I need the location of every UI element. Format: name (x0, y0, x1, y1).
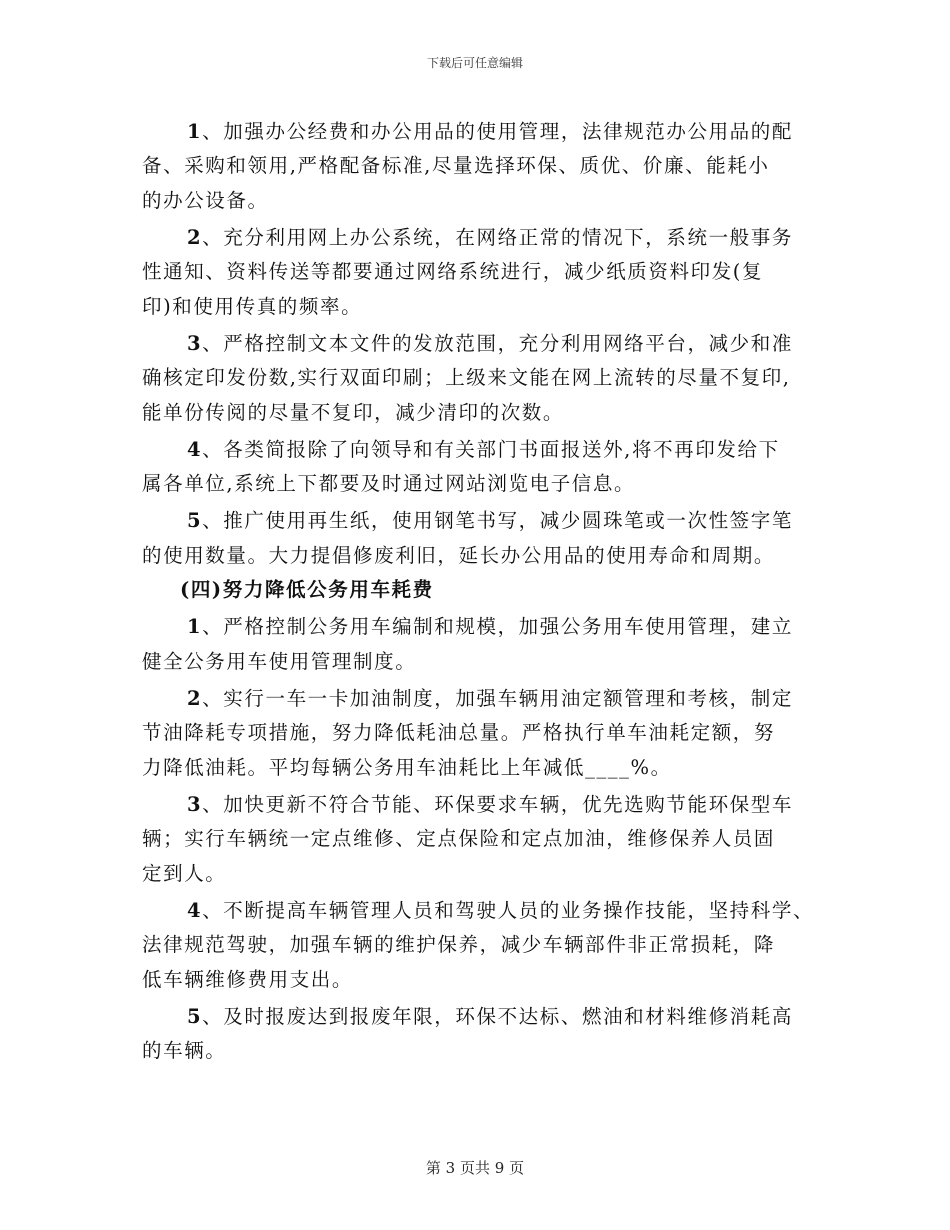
paragraph-line (142, 149, 822, 184)
paragraph-line (142, 716, 822, 751)
line-text: 、严格控制公务用车编制和规模，加强公务用车使用管理，建立 (202, 615, 793, 638)
paragraph-line (142, 290, 822, 325)
paragraph-line (142, 255, 822, 290)
line-text: 属各单位,系统上下都要及时通过网站浏览电子信息。 (142, 472, 636, 495)
line-text: 、充分利用网上办公系统，在网络正常的情况下，系统一般事务 (202, 225, 793, 249)
item-number: 2 (187, 686, 203, 710)
line-text: 、及时报废达到报废年限，环保不达标、燃油和材料维修消耗高 (202, 1004, 793, 1028)
line-text: 能单份传阅的尽量不复印，减少清印的次数。 (142, 400, 565, 424)
line-text: 、不断提高车辆管理人员和驾驶人员的业务操作技能，坚持科学、 (202, 898, 815, 922)
item-number: 1 (187, 615, 203, 638)
paragraph-line (142, 751, 822, 786)
paragraph-line (142, 115, 822, 150)
paragraph-line (142, 1000, 822, 1035)
paragraph-line (142, 539, 822, 574)
paragraph-line (142, 857, 822, 892)
paragraph-line (142, 184, 822, 219)
line-text: 备、采购和领用,严格配备标准,尽量选择环保、质优、价廉、能耗小 (142, 154, 770, 177)
item-number: 3 (187, 792, 203, 816)
line-text: 、加快更新不符合节能、环保要求车辆，优先选购节能环保型车 (202, 792, 793, 816)
line-text: 力降低油耗。平均每辆公务用车油耗比上年减低____%。 (142, 755, 672, 779)
line-text: 、加强办公经费和办公用品的使用管理，法律规范办公用品的配 (202, 119, 793, 143)
paragraph-line (142, 822, 822, 857)
line-text: 性通知、资料传送等都要通过网络系统进行，减少纸质资料印发(复 (142, 260, 764, 283)
document-body (142, 112, 822, 1069)
line-text: 的办公设备。 (142, 188, 269, 212)
paragraph-line (142, 504, 822, 539)
line-text: 法律规范驾驶，加强车辆的维护保养，减少车辆部件非正常损耗，降 (142, 933, 776, 956)
line-text: 节油降耗专项措施，努力降低耗油总量。严格执行单车油耗定额，努 (142, 721, 776, 744)
item-number: 4 (187, 898, 203, 922)
item-number: 3 (187, 331, 203, 355)
paragraph-line (142, 788, 822, 823)
line-text: 的车辆。 (142, 1039, 227, 1062)
paragraph-line (142, 610, 822, 645)
line-text: 的使用数量。大力提倡修废利旧，延长办公用品的使用寿命和周期。 (142, 543, 776, 567)
line-text: 、实行一车一卡加油制度，加强车辆用油定额管理和考核，制定 (202, 686, 793, 710)
item-number: 5 (187, 1004, 203, 1028)
paragraph-line (142, 221, 822, 256)
paragraph-line (142, 645, 822, 680)
line-text: 定到人。 (142, 861, 227, 885)
line-text: 、严格控制文本文件的发放范围，充分利用网络平台，减少和准 (202, 331, 793, 355)
paragraph-line (142, 361, 822, 396)
page-header: 下载后可任意编辑 (426, 56, 523, 70)
paragraph-line (142, 682, 822, 717)
paragraph-line (142, 396, 822, 431)
paragraph-line (142, 963, 822, 998)
paragraph-line (142, 433, 822, 468)
page-footer: 第 3 页共 9 页 (425, 1159, 525, 1177)
paragraph-line (142, 1034, 822, 1069)
line-text: 低车辆维修费用支出。 (142, 967, 354, 991)
line-text: 辆；实行车辆统一定点维修、定点保险和定点加油，维修保养人员固 (142, 827, 776, 850)
paragraph-line (142, 928, 822, 963)
section-heading: (四)努力降低公务用车耗费 (180, 578, 434, 601)
item-number: 1 (187, 119, 203, 143)
line-text: 、各类简报除了向领导和有关部门书面报送外,将不再印发给下 (202, 437, 780, 461)
line-text: 健全公务用车使用管理制度。 (142, 649, 417, 673)
paragraph-line (142, 467, 822, 502)
item-number: 2 (187, 225, 203, 249)
line-text: 、推广使用再生纸，使用钢笔书写，减少圆珠笔或一次性签字笔 (202, 509, 793, 532)
line-text: 印)和使用传真的频率。 (142, 294, 363, 318)
paragraph-line (142, 327, 822, 362)
item-number: 4 (187, 437, 203, 461)
line-text: 确核定印发份数,实行双面印刷；上级来文能在网上流转的尽量不复印, (142, 366, 791, 389)
item-number: 5 (187, 509, 203, 532)
paragraph-line (142, 894, 822, 929)
